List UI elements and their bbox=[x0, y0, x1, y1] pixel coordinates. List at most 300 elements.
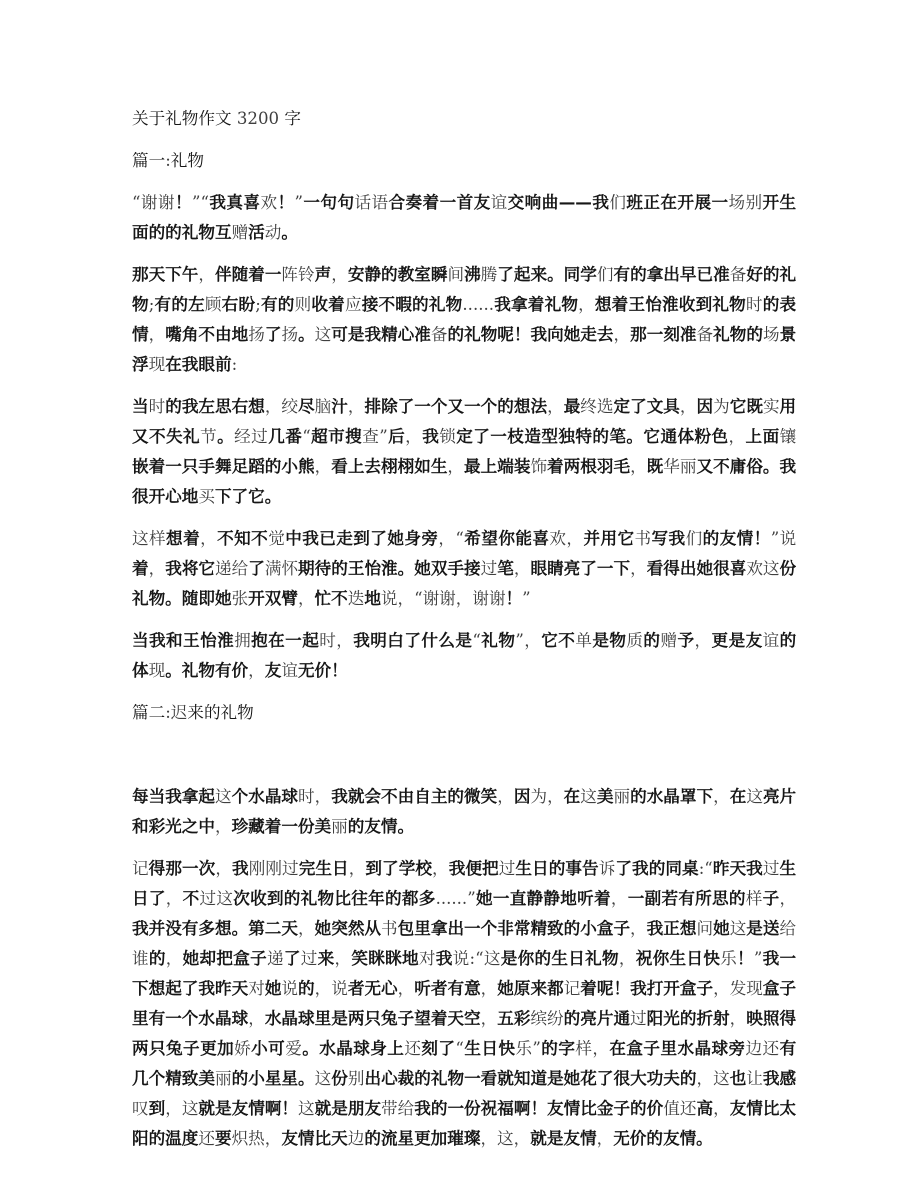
light-glyph-run: 场别 bbox=[728, 193, 763, 212]
light-glyph-run: 说，“谢谢，谢谢 bbox=[380, 589, 506, 608]
text-run: 伴随着一 bbox=[215, 265, 282, 284]
light-glyph-run: 欢， bbox=[549, 529, 584, 548]
light-glyph-run: ， bbox=[148, 325, 166, 344]
text-run: 者无心 bbox=[347, 979, 398, 998]
text-run: 高 bbox=[696, 1099, 714, 1118]
light-glyph-run: 锁 bbox=[439, 427, 457, 446]
text-run: 美 bbox=[596, 787, 614, 806]
light-glyph-run: “ bbox=[472, 631, 481, 650]
text-run: 有几个精致美 bbox=[132, 1039, 797, 1088]
text-run: 在盒子里水晶球旁 bbox=[609, 1039, 746, 1058]
text-run: 下了它。 bbox=[214, 487, 282, 506]
light-glyph-run: 书 bbox=[634, 529, 652, 548]
light-glyph-run: 叹 bbox=[132, 1099, 149, 1118]
text-run: 是你的生日礼物 bbox=[500, 949, 619, 968]
light-glyph-run: 缤纷 bbox=[530, 1009, 564, 1028]
text-run: 水晶球里是两只兔子望着天空 bbox=[264, 1009, 481, 1028]
text-run: 到 bbox=[148, 1099, 166, 1118]
text-run: 我 bbox=[422, 427, 440, 446]
light-glyph-run: 扬 bbox=[281, 325, 299, 344]
text-run: 看上去栩栩如生 bbox=[331, 457, 448, 476]
light-glyph-run: 递 bbox=[267, 949, 284, 968]
text-run: 包里拿出一个非常精致的小盒子 bbox=[397, 919, 631, 938]
light-glyph-run: 拥 bbox=[234, 631, 252, 650]
text-run: 眼睛亮了一下 bbox=[530, 559, 631, 578]
light-glyph-run: 应 bbox=[344, 295, 362, 314]
blank-line bbox=[132, 740, 796, 770]
light-glyph-run: 买 bbox=[198, 487, 215, 506]
light-glyph-run: 过 bbox=[300, 949, 318, 968]
text-run: 它既 bbox=[729, 397, 763, 416]
light-glyph-run: 诉 bbox=[598, 859, 616, 878]
light-glyph-run: 觉 bbox=[268, 529, 286, 548]
light-glyph-run: 则 bbox=[294, 295, 312, 314]
text-run: 在 bbox=[729, 787, 747, 806]
light-glyph-run: 带给 bbox=[381, 1099, 415, 1118]
text-run: ！ bbox=[505, 589, 523, 608]
light-glyph-run: ， bbox=[334, 949, 352, 968]
text-run: 地 bbox=[364, 589, 381, 608]
light-glyph-run: 这 bbox=[314, 325, 332, 344]
text-run: 忙不 bbox=[314, 589, 348, 608]
light-glyph-run: 这 bbox=[215, 787, 232, 806]
text-run: 因 bbox=[696, 397, 714, 416]
light-glyph-run: 时， bbox=[319, 631, 354, 650]
text-run: 最 bbox=[563, 397, 581, 416]
text-run: 的友情！ bbox=[702, 529, 771, 548]
text-run: 出心裁的礼物一看就知道是她花了很大功夫的 bbox=[364, 1069, 697, 1088]
text-run: 她却把盒子 bbox=[182, 949, 267, 968]
text-run: 生日的事告 bbox=[515, 859, 599, 878]
text-run: 当 bbox=[132, 397, 149, 416]
light-glyph-run: 炽热， bbox=[231, 1129, 282, 1148]
text-run: 昨天我 bbox=[712, 859, 763, 878]
text-run: 排除了一个又一个的想法 bbox=[364, 397, 548, 416]
text-run: 盒子里有一个水晶球 bbox=[132, 979, 797, 1028]
text-run: 我的一份祝福啊！友情比金子的价 bbox=[414, 1099, 664, 1118]
text-run: 五彩 bbox=[497, 1009, 531, 1028]
paragraph bbox=[132, 188, 796, 248]
light-glyph-run: 还 bbox=[198, 1129, 215, 1148]
text-run: 我 bbox=[435, 949, 453, 968]
light-glyph-run: 这 bbox=[298, 1099, 315, 1118]
light-glyph-run: 这 bbox=[746, 787, 763, 806]
light-glyph-run: ， bbox=[596, 1129, 614, 1148]
light-glyph-run: ， bbox=[200, 529, 218, 548]
light-glyph-run: ， bbox=[497, 787, 514, 806]
light-glyph-run: ， bbox=[610, 889, 628, 908]
text-run: 她突然从 bbox=[314, 919, 382, 938]
text-run: 的表情 bbox=[132, 295, 797, 344]
light-glyph-run: ， bbox=[713, 787, 730, 806]
text-run: 汁 bbox=[331, 397, 348, 416]
light-glyph-run: ......” bbox=[435, 889, 476, 908]
text-run: 生日快 bbox=[463, 1039, 516, 1058]
text-run: 的我左思右想 bbox=[165, 397, 265, 416]
light-glyph-run: ， bbox=[248, 661, 265, 680]
paragraph bbox=[132, 260, 796, 380]
light-glyph-run: ， bbox=[578, 295, 595, 314]
paragraph bbox=[132, 524, 796, 614]
light-glyph-run: ， bbox=[165, 949, 183, 968]
text-run: ！ bbox=[736, 949, 754, 968]
text-run: 份 bbox=[331, 1069, 348, 1088]
text-run: 在我眼前 bbox=[165, 355, 232, 374]
text-run: 班正在开展一 bbox=[626, 193, 729, 212]
text-run: 的水晶罩下 bbox=[630, 787, 714, 806]
light-glyph-run: ”“ bbox=[191, 193, 209, 212]
text-run: 着两根羽毛 bbox=[547, 457, 631, 476]
text-run: 。 bbox=[298, 325, 315, 344]
text-run: 了起来。同学 bbox=[497, 265, 597, 284]
text-run: 就是友情啊！ bbox=[198, 1099, 299, 1118]
light-glyph-run: ” bbox=[522, 589, 531, 608]
light-glyph-run: ， bbox=[447, 457, 465, 476]
light-glyph-run: ， bbox=[618, 949, 636, 968]
text-run: 嵌着一只手舞足蹈的小熊 bbox=[132, 457, 315, 476]
text-run: 当我和王怡淮 bbox=[132, 631, 235, 650]
text-run: 我真喜 bbox=[208, 193, 261, 212]
light-glyph-run: 单 bbox=[575, 631, 593, 650]
text-run: 次收到的礼物比往年的都多 bbox=[233, 889, 436, 908]
text-run: 好的礼物 bbox=[132, 265, 797, 314]
text-run: 个水晶球 bbox=[231, 787, 299, 806]
section-heading bbox=[132, 146, 796, 176]
text-run: 礼物 bbox=[480, 631, 516, 650]
text-run: 无价的友情。 bbox=[613, 1129, 713, 1148]
text-run: 有的 bbox=[260, 295, 295, 314]
light-glyph-run: 丽 bbox=[331, 817, 348, 836]
text-run: 祝你生日快 bbox=[635, 949, 721, 968]
text-run: 并用它 bbox=[583, 529, 635, 548]
light-glyph-run: ， bbox=[713, 1099, 730, 1118]
text-run: 看得出她很喜 bbox=[646, 559, 747, 578]
text-run: 的礼物呢！我向她走去 bbox=[447, 325, 614, 344]
light-glyph-run: 这 bbox=[729, 919, 747, 938]
text-run: 了 bbox=[264, 325, 282, 344]
light-glyph-run: 为， bbox=[530, 787, 564, 806]
text-run: 我正想 bbox=[646, 919, 697, 938]
light-glyph-run: ， bbox=[347, 397, 365, 416]
text-run: ！ bbox=[174, 193, 192, 212]
light-glyph-run: ，发现 bbox=[713, 979, 763, 998]
text-run: 了我的同桌 bbox=[615, 859, 699, 878]
light-glyph-run: ，这 bbox=[696, 1069, 730, 1088]
text-run: 子 bbox=[762, 889, 780, 908]
text-run: 予 bbox=[677, 631, 695, 650]
light-glyph-run: 递给 bbox=[215, 559, 249, 578]
light-glyph-run: ，这 bbox=[165, 1099, 199, 1118]
text-run: 那一刻准 bbox=[630, 325, 697, 344]
light-glyph-run: 查” bbox=[362, 427, 388, 446]
text-run: 后 bbox=[387, 427, 406, 446]
text-run: 一句句 bbox=[302, 193, 355, 212]
light-glyph-run: :迟 bbox=[165, 703, 188, 722]
text-run: 字 bbox=[279, 109, 301, 128]
text-run: 亮片和彩光之中 bbox=[132, 787, 797, 836]
light-glyph-run: ， bbox=[694, 631, 712, 650]
text-run: 声 bbox=[314, 265, 332, 284]
light-glyph-run: 过 bbox=[498, 859, 516, 878]
light-glyph-run: 样 bbox=[745, 889, 763, 908]
light-glyph-run: ， bbox=[547, 397, 564, 416]
text-run: 嘴角不由地 bbox=[165, 325, 249, 344]
text-run: 我并没有多想。第二天 bbox=[132, 919, 299, 938]
text-run: 来的礼物 bbox=[187, 703, 254, 722]
text-run: 希望你能喜 bbox=[463, 529, 550, 548]
text-run: 友 bbox=[264, 661, 282, 680]
text-run: 那天下午 bbox=[132, 265, 199, 284]
text-run: 在 bbox=[563, 787, 581, 806]
text-run: 想着王怡淮收到礼物 bbox=[594, 295, 746, 314]
light-glyph-run: 满怀 bbox=[264, 559, 299, 578]
text-run: 定了文具 bbox=[613, 397, 680, 416]
light-glyph-run: 乐 bbox=[720, 949, 737, 968]
light-glyph-run: 时， bbox=[298, 787, 332, 806]
light-glyph-run: 谊 bbox=[762, 631, 780, 650]
light-glyph-run: 经过 bbox=[234, 427, 269, 446]
document-content bbox=[132, 104, 796, 1154]
light-glyph-run: :“ bbox=[698, 859, 713, 878]
text-run: 我感 bbox=[762, 1069, 797, 1088]
light-glyph-run: ，这， bbox=[480, 1129, 531, 1148]
light-glyph-run: : bbox=[231, 355, 238, 374]
light-glyph-run: 备 bbox=[430, 325, 448, 344]
light-glyph-run: ， bbox=[480, 1009, 498, 1028]
text-run: 安静的教室瞬 bbox=[347, 265, 448, 284]
light-glyph-run: ; bbox=[148, 295, 155, 314]
light-glyph-run: ， bbox=[214, 817, 232, 836]
text-run: 最上端装 bbox=[464, 457, 531, 476]
text-run: 开生面的的礼物互 bbox=[132, 193, 797, 242]
text-run: 的 bbox=[298, 979, 315, 998]
text-run: 期待的王怡淮。她双手接 bbox=[298, 559, 481, 578]
light-glyph-run: 谊 bbox=[281, 661, 298, 680]
text-run: 阳光的折射 bbox=[646, 1009, 730, 1028]
paragraph bbox=[132, 392, 796, 512]
text-run: 篇一 bbox=[132, 151, 166, 170]
light-glyph-run: 乐” bbox=[515, 1039, 541, 1058]
light-glyph-run: ， bbox=[148, 559, 166, 578]
text-run: 就是朋友 bbox=[314, 1099, 382, 1118]
light-glyph-run: 还 bbox=[404, 1039, 422, 1058]
text-run: 她一直静静地听着 bbox=[475, 889, 611, 908]
light-glyph-run: 别 bbox=[347, 1069, 365, 1088]
text-run: 份礼物。随即她 bbox=[132, 559, 797, 608]
text-run: 的亮片通 bbox=[563, 1009, 631, 1028]
light-glyph-run: 间 bbox=[447, 265, 465, 284]
light-glyph-run: 质 bbox=[626, 631, 644, 650]
text-run: 每当我拿起 bbox=[132, 787, 216, 806]
text-run: 的小星星。 bbox=[231, 1069, 315, 1088]
text-run: 的友情。 bbox=[347, 817, 415, 836]
light-glyph-run: ， bbox=[480, 979, 498, 998]
light-glyph-run: ， bbox=[729, 1009, 747, 1028]
text-run: 尽 bbox=[298, 397, 315, 416]
text-run: 关于礼物作文 bbox=[132, 109, 237, 128]
light-glyph-run: 欢这 bbox=[746, 559, 780, 578]
light-glyph-run: 过 bbox=[630, 1009, 647, 1028]
light-glyph-run: ”， bbox=[515, 631, 542, 650]
light-glyph-run: 对 bbox=[418, 949, 436, 968]
text-run: 一副若有所思的 bbox=[627, 889, 746, 908]
light-glyph-run: 迭 bbox=[347, 589, 365, 608]
text-run: 有的拿出早已准 bbox=[613, 265, 730, 284]
light-glyph-run: 这 bbox=[580, 787, 597, 806]
text-run: 了 bbox=[248, 559, 265, 578]
text-run: 有的左 bbox=[154, 295, 205, 314]
text-run: 也 bbox=[729, 1069, 747, 1088]
light-glyph-run: 记 bbox=[132, 859, 149, 878]
text-run: 我 bbox=[232, 859, 249, 878]
light-glyph-run: 话语 bbox=[354, 193, 389, 212]
text-run: 右盼 bbox=[221, 295, 256, 314]
light-glyph-run: 赠 bbox=[231, 223, 249, 242]
text-run: 的 bbox=[643, 631, 661, 650]
text-run: 的字 bbox=[540, 1039, 576, 1058]
text-run: 来 bbox=[317, 949, 335, 968]
text-run: 抱在一起 bbox=[251, 631, 320, 650]
light-glyph-run: 说:“这 bbox=[452, 949, 501, 968]
text-run: 我便把 bbox=[448, 859, 499, 878]
light-glyph-run: ， bbox=[331, 265, 348, 284]
text-run: 既 bbox=[646, 457, 664, 476]
document-title bbox=[132, 104, 796, 134]
light-glyph-run: “ bbox=[455, 1039, 464, 1058]
text-run: 篇二 bbox=[132, 703, 166, 722]
light-glyph-run: : bbox=[165, 151, 171, 170]
text-run: 合奏着一首友 bbox=[388, 193, 491, 212]
text-run: 不知不 bbox=[217, 529, 269, 548]
text-run: 她 bbox=[713, 919, 730, 938]
light-glyph-run: ， bbox=[630, 919, 647, 938]
light-glyph-run: ， bbox=[513, 559, 531, 578]
light-glyph-run: 终选 bbox=[580, 397, 614, 416]
light-glyph-run: 腾 bbox=[480, 265, 498, 284]
text-run: 收着 bbox=[311, 295, 345, 314]
paragraph bbox=[132, 782, 796, 842]
text-run: 珍藏着一份美 bbox=[231, 817, 332, 836]
light-glyph-run: 样， bbox=[575, 1039, 610, 1058]
text-run: 我将它 bbox=[165, 559, 216, 578]
text-run: 生日了 bbox=[132, 859, 797, 908]
light-glyph-run: 刚刚过 bbox=[248, 859, 299, 878]
light-glyph-run: 问 bbox=[696, 919, 714, 938]
text-run: 更是友 bbox=[711, 631, 763, 650]
text-run: 因 bbox=[513, 787, 531, 806]
text-run: 中我已走到了她身旁 bbox=[285, 529, 439, 548]
text-run: 刻了 bbox=[421, 1039, 456, 1058]
text-run: 超市搜 bbox=[310, 427, 363, 446]
text-run: 听者有意 bbox=[414, 979, 481, 998]
text-run: 了 bbox=[283, 949, 301, 968]
paragraph bbox=[132, 854, 796, 1154]
light-glyph-run: 实 bbox=[762, 397, 780, 416]
section-heading bbox=[132, 698, 796, 728]
light-glyph-run: 们 bbox=[685, 529, 703, 548]
text-run: 活 bbox=[248, 223, 265, 242]
light-glyph-run: 丽 bbox=[215, 1069, 232, 1088]
light-glyph-run: 说 bbox=[281, 979, 299, 998]
light-glyph-run: 3200 bbox=[236, 109, 280, 128]
text-run: 笑眯眯地 bbox=[351, 949, 419, 968]
text-run: 几番 bbox=[268, 427, 303, 446]
light-glyph-run: 娇 bbox=[234, 1039, 252, 1058]
text-run: 用又不失礼 bbox=[132, 397, 797, 446]
light-glyph-run: 这样 bbox=[132, 529, 167, 548]
text-run: 友情比天 bbox=[281, 1129, 348, 1148]
light-glyph-run: 镶 bbox=[779, 427, 797, 446]
light-glyph-run: ， bbox=[432, 859, 449, 878]
text-run: 礼物 bbox=[170, 151, 204, 170]
light-glyph-run: ” bbox=[753, 949, 763, 968]
text-run: 我明白了什么是 bbox=[353, 631, 473, 650]
text-run: 她 bbox=[264, 979, 282, 998]
text-run: 到了学校 bbox=[365, 859, 433, 878]
text-run: 上面 bbox=[745, 427, 780, 446]
light-glyph-run: ”说 bbox=[770, 529, 797, 548]
light-glyph-run: 们 bbox=[596, 265, 614, 284]
text-run: 得那一次 bbox=[148, 859, 216, 878]
light-glyph-run: ，说 bbox=[314, 979, 348, 998]
light-glyph-run: ， bbox=[348, 859, 366, 878]
text-run: 礼物的 bbox=[713, 325, 763, 344]
light-glyph-run: 丽 bbox=[613, 787, 631, 806]
light-glyph-run: 给谁 bbox=[132, 919, 797, 968]
text-run: 完生日 bbox=[298, 859, 349, 878]
text-run: 映照得两只兔子更加 bbox=[132, 1009, 797, 1058]
light-glyph-run: 过 bbox=[762, 859, 780, 878]
text-run: 就是友情 bbox=[530, 1129, 597, 1148]
text-run: 着 bbox=[132, 559, 149, 578]
light-glyph-run: 饰 bbox=[530, 457, 548, 476]
light-glyph-run: 对 bbox=[248, 979, 265, 998]
text-run: 着呢！我打开盒子 bbox=[580, 979, 714, 998]
light-glyph-run: 动 bbox=[264, 223, 282, 242]
light-glyph-run: 备 bbox=[696, 325, 714, 344]
text-run: 小可 bbox=[251, 1039, 286, 1058]
light-glyph-run: ， bbox=[397, 979, 415, 998]
text-run: 。水晶球身上 bbox=[302, 1039, 405, 1058]
text-run: 无价！ bbox=[297, 661, 348, 680]
light-glyph-run: ， bbox=[728, 427, 746, 446]
text-run: ！ bbox=[277, 193, 295, 212]
text-run: 又不庸俗。我很开心地 bbox=[132, 457, 797, 506]
light-glyph-run: 时 bbox=[148, 397, 166, 416]
text-run: 定了一枝造型独特的笔。它通体粉色 bbox=[456, 427, 729, 446]
text-run: 的体 bbox=[132, 631, 797, 680]
text-run: 开双臂 bbox=[248, 589, 298, 608]
light-glyph-run: ， bbox=[198, 265, 216, 284]
text-run: 接不暇的礼物 bbox=[361, 295, 463, 314]
light-glyph-run: 华丽 bbox=[663, 457, 697, 476]
light-glyph-run: ” bbox=[294, 193, 303, 212]
text-run: 交响曲——我 bbox=[507, 193, 610, 212]
light-glyph-run: 现 bbox=[148, 355, 166, 374]
text-run: 。礼物有价 bbox=[165, 661, 249, 680]
light-glyph-run: 过 bbox=[480, 559, 498, 578]
text-run: 沸 bbox=[464, 265, 481, 284]
light-glyph-run: ...... bbox=[462, 295, 495, 314]
text-run: 景浮 bbox=[132, 325, 797, 374]
light-glyph-run: ， bbox=[613, 325, 631, 344]
light-glyph-run: ， bbox=[297, 589, 315, 608]
light-glyph-run: 过这 bbox=[199, 889, 234, 908]
text-run: 的流星更加璀璨 bbox=[364, 1129, 481, 1148]
text-run: 要 bbox=[214, 1129, 232, 1148]
text-run: 我拿着礼物 bbox=[494, 295, 579, 314]
light-glyph-run: ， bbox=[405, 427, 423, 446]
